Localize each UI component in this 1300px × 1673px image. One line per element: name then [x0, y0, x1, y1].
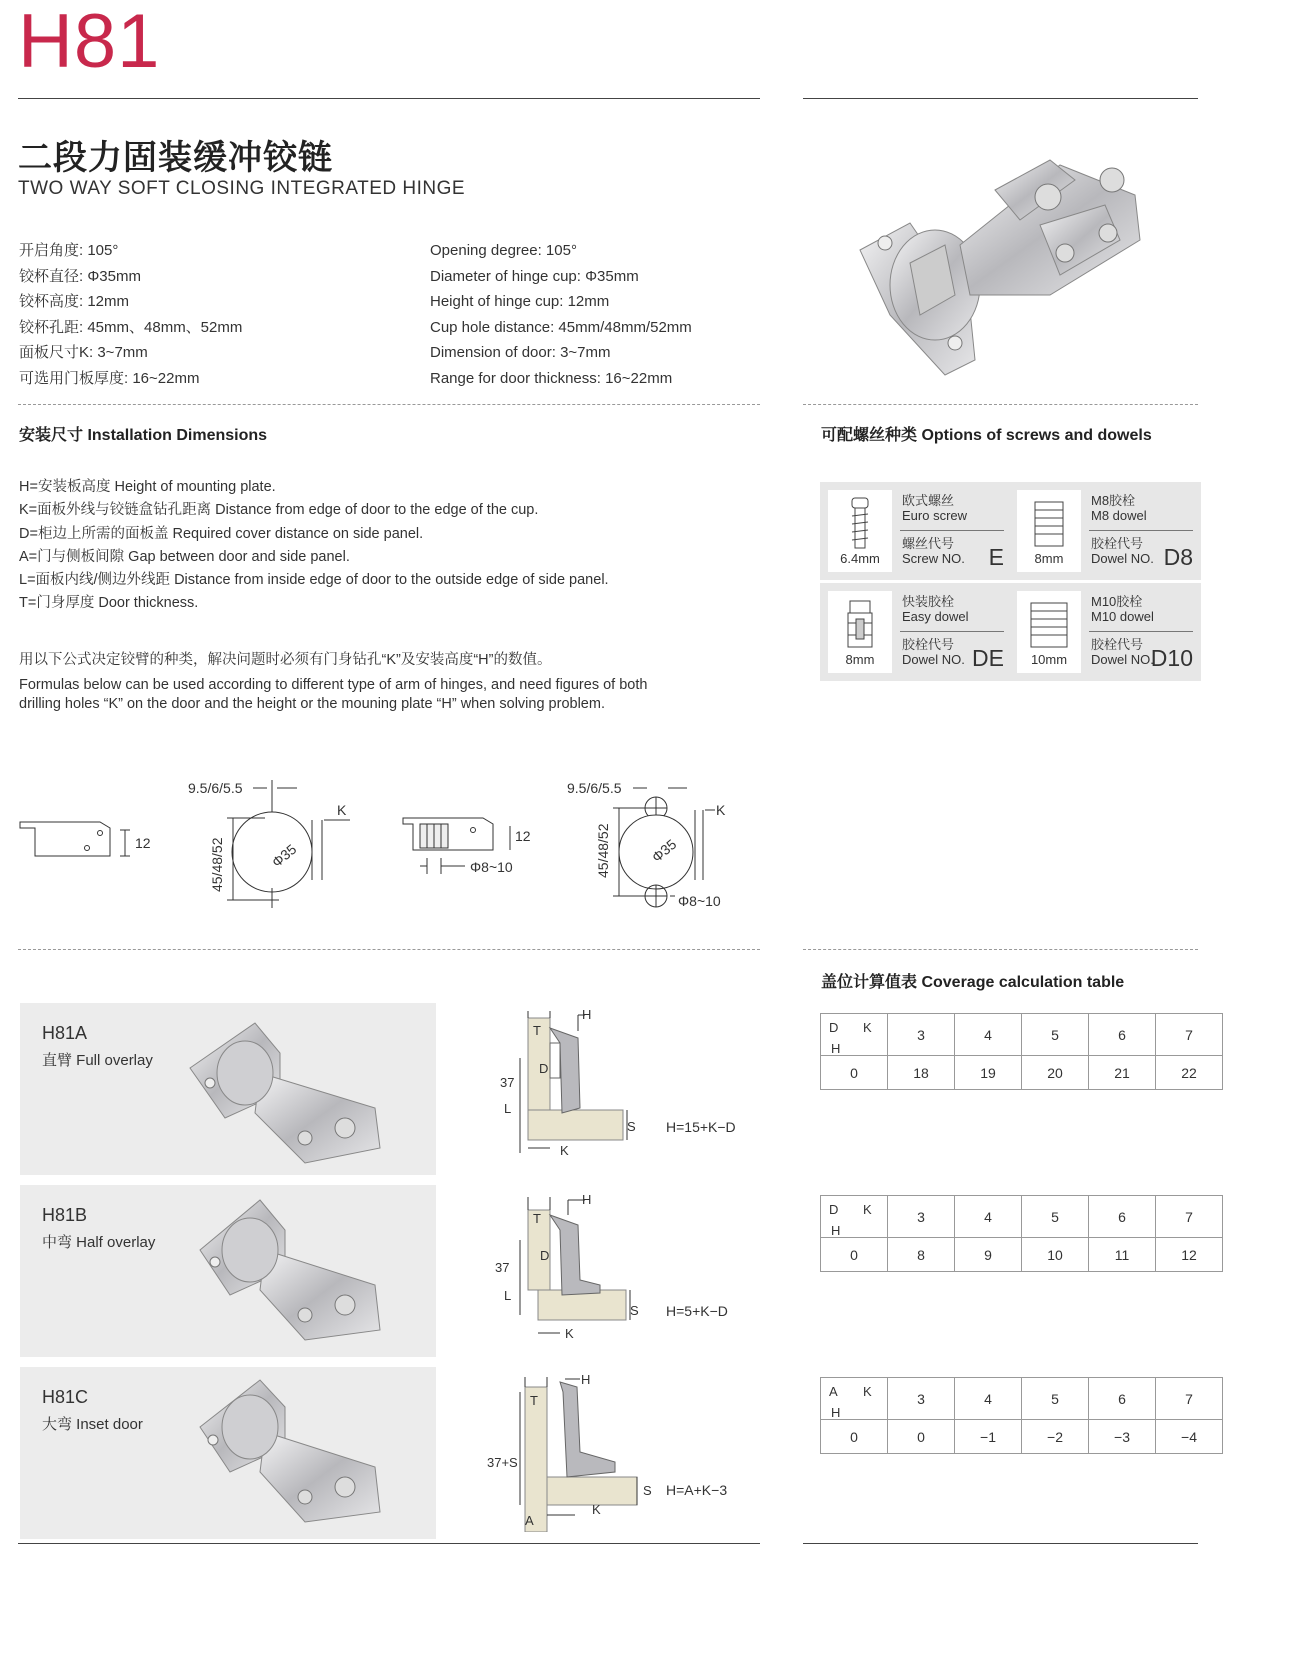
definition-item: T=门身厚度 Door thickness.: [19, 595, 199, 612]
section-diagram-h81a: [490, 1003, 670, 1168]
screw-no-en: Dowel NO.: [1091, 652, 1154, 667]
spec-en-item: Cup hole distance: 45mm/48mm/52mm: [430, 318, 692, 336]
page-title-en: TWO WAY SOFT CLOSING INTEGRATED HINGE: [18, 178, 466, 199]
k-header: 5: [1022, 1014, 1089, 1056]
screw-no-en: Dowel NO.: [902, 652, 965, 667]
label-h: H: [581, 1372, 591, 1387]
k-header: 6: [1089, 1196, 1156, 1238]
table-cell: 12: [1156, 1238, 1223, 1272]
spec-cn-item: 面板尺寸K: 3~7mm: [19, 344, 148, 361]
definition-item: H=安装板高度 Height of mounting plate.: [19, 479, 276, 495]
m10-dowel-icon: [1017, 591, 1081, 673]
label-37-s: 37+S: [487, 1455, 518, 1470]
hole-spacing-label: 45/48/52: [209, 837, 225, 892]
screw-size: 8mm: [845, 652, 875, 667]
hinge-inset-image: [185, 1372, 415, 1532]
screw-name-en: M8 dowel: [1091, 508, 1147, 523]
cup-side-view: [20, 822, 130, 856]
screw-no-cn: 螺丝代号: [902, 536, 955, 551]
screw-code: D8: [1163, 544, 1193, 570]
corner-label-3: H: [831, 1041, 841, 1056]
screw-no: [1091, 536, 1154, 566]
label-k: K: [565, 1326, 574, 1341]
screw-name-cn: M8胶栓: [1091, 493, 1136, 508]
label-k: K: [560, 1143, 569, 1158]
k-header: 5: [1022, 1378, 1089, 1420]
section-diagram-h81c: [485, 1367, 665, 1532]
label-l: L: [504, 1101, 512, 1116]
product-desc: 中弯 Half overlay: [42, 1234, 156, 1251]
k-header: 3: [888, 1378, 955, 1420]
table-corner: [821, 1196, 888, 1238]
definition-item: L=面板内线/侧边外线距 Distance from inside edge of door to the outside edge of side panel.: [19, 572, 609, 589]
installation-diagrams: [15, 770, 775, 930]
divider: [803, 949, 1198, 950]
screw-name: [1091, 493, 1147, 523]
product-panel-h81b: [20, 1185, 436, 1357]
screw-no: [902, 536, 965, 566]
specs-cn: [19, 238, 242, 391]
install-definitions: [19, 476, 609, 616]
easy-dowel-icon: [828, 591, 892, 673]
cup-height-label-2: 12: [515, 828, 531, 844]
definition-item: A=门与侧板间隙 Gap between door and side panel.: [19, 548, 350, 565]
corner-label-2: K: [863, 1384, 872, 1399]
table-cell: −1: [955, 1420, 1022, 1454]
k-header: 7: [1156, 1378, 1223, 1420]
label-37: 37: [500, 1075, 515, 1090]
k-header: 4: [955, 1014, 1022, 1056]
hole-spacing-label-2: 45/48/52: [595, 823, 611, 878]
label-s: S: [643, 1483, 652, 1498]
screw-card-easy: [820, 583, 1012, 681]
label-d: D: [540, 1248, 550, 1263]
formula-note-cn: 用以下公式决定铰臂的种类，解决问题时必须有门身钻孔“K”及安装高度“H”的数值。: [19, 652, 552, 668]
label-d: D: [539, 1061, 549, 1076]
screw-no: [902, 637, 965, 667]
table-cell: 10: [1022, 1238, 1089, 1272]
divider: [18, 404, 760, 405]
row-label: 0: [821, 1420, 888, 1454]
k-header: 6: [1089, 1378, 1156, 1420]
screw-no-en: Dowel NO.: [1091, 551, 1154, 566]
m8-dowel-icon: [1017, 490, 1081, 572]
dowel-diameter-label-2: Φ8~10: [678, 893, 721, 909]
hinge-half-overlay-image: [185, 1190, 415, 1350]
formula-note-en-line: drilling holes “K” on the door and the height or the mouning plate “H” when solving problem.: [19, 696, 605, 712]
product-desc: 大弯 Inset door: [42, 1416, 143, 1433]
corner-label-3: H: [831, 1405, 841, 1420]
k-header: 7: [1156, 1196, 1223, 1238]
screw-card-m8: [1009, 482, 1201, 580]
definition-item: K=面板外线与铰链盒钻孔距离 Distance from edge of door to the edge of the cup.: [19, 502, 539, 519]
k-header: 3: [888, 1014, 955, 1056]
row-label: 0: [821, 1056, 888, 1090]
label-k: K: [592, 1502, 601, 1517]
label-s: S: [630, 1303, 639, 1318]
screw-code: E: [988, 544, 1004, 570]
definition-item: D=柜边上所需的面板盖 Required cover distance on side panel.: [19, 525, 424, 542]
k-header: 5: [1022, 1196, 1089, 1238]
k-header: 6: [1089, 1014, 1156, 1056]
table-cell: 22: [1156, 1056, 1223, 1090]
euro-screw-icon: [828, 490, 892, 572]
label-h: H: [582, 1007, 592, 1022]
spec-cn-item: 铰杯直径: Φ35mm: [19, 267, 141, 285]
spec-cn-item: 开启角度: 105°: [19, 242, 119, 259]
label-a: A: [525, 1513, 534, 1528]
spec-cn-item: 铰杯孔距: 45mm、48mm、52mm: [19, 318, 243, 336]
coverage-heading: 盖位计算值表 Coverage calculation table: [821, 974, 1125, 991]
hinge-product-image: [850, 145, 1150, 385]
spec-en-item: Opening degree: 105°: [430, 242, 577, 259]
label-t: T: [530, 1393, 538, 1408]
footer-rule-left: [18, 1543, 760, 1544]
cup-height-label: 12: [135, 835, 151, 851]
install-heading: 安装尺寸 Installation Dimensions: [19, 427, 268, 444]
screw-no-cn: 胶栓代号: [1091, 637, 1144, 652]
spec-en-item: Range for door thickness: 16~22mm: [430, 369, 673, 387]
screw-no-cn: 胶栓代号: [1091, 536, 1144, 551]
divider: [803, 404, 1198, 405]
formula-note-en: [19, 676, 647, 714]
row-label: 0: [821, 1238, 888, 1272]
table-cell: 18: [888, 1056, 955, 1090]
model-code: H81: [18, 0, 161, 84]
screw-size: 8mm: [1034, 551, 1064, 566]
specs-en: [430, 238, 692, 391]
divider: [18, 949, 760, 950]
screws-heading: 可配螺丝种类 Options of screws and dowels: [821, 427, 1152, 444]
screw-code: DE: [972, 645, 1004, 671]
screw-name-cn: 欧式螺丝: [902, 493, 955, 508]
coverage-table-h81a: [820, 1013, 1223, 1090]
screw-code: D10: [1150, 645, 1193, 671]
table-cell: 19: [955, 1056, 1022, 1090]
screw-card-m10: [1009, 583, 1201, 681]
corner-label-2: K: [863, 1202, 872, 1217]
card-divider: [900, 530, 1004, 531]
table-cell: 9: [955, 1238, 1022, 1272]
screw-name: [902, 594, 968, 624]
footer-rule-right: [803, 1543, 1198, 1544]
card-divider: [900, 631, 1004, 632]
formula-h81c: H=A+K−3: [666, 1482, 728, 1498]
screw-name-cn: M10胶栓: [1091, 594, 1143, 609]
table-cell: 20: [1022, 1056, 1089, 1090]
k-header: 4: [955, 1196, 1022, 1238]
table-cell: −3: [1089, 1420, 1156, 1454]
corner-label-1: A: [829, 1384, 838, 1399]
label-l: L: [504, 1288, 512, 1303]
label-s: S: [627, 1119, 636, 1134]
screw-no-en: Screw NO.: [902, 551, 965, 566]
k-header: 7: [1156, 1014, 1223, 1056]
label-h: H: [582, 1192, 592, 1207]
k-header: 4: [955, 1378, 1022, 1420]
spec-en-item: Diameter of hinge cup: Φ35mm: [430, 267, 639, 285]
label-37: 37: [495, 1260, 510, 1275]
corner-label-1: D: [829, 1202, 839, 1217]
table-cell: 21: [1089, 1056, 1156, 1090]
screw-name: [902, 493, 967, 523]
coverage-table-h81c: [820, 1377, 1223, 1454]
formula-note-en-line: Formulas below can be used according to different type of arm of hinges, and need figures of both: [19, 677, 648, 693]
screw-name-en: Easy dowel: [902, 609, 969, 624]
spec-en-item: Height of hinge cup: 12mm: [430, 293, 610, 310]
table-cell: 8: [888, 1238, 955, 1272]
coverage-table-h81b: [820, 1195, 1223, 1272]
k-label: K: [337, 802, 347, 818]
screw-name-cn: 快装胶栓: [902, 594, 955, 609]
product-panel-h81a: [20, 1003, 436, 1175]
cup-diameter-label-2: Φ35: [648, 835, 680, 866]
offset-label-2: 9.5/6/5.5: [567, 780, 622, 796]
spec-cn-item: 可选用门板厚度: 16~22mm: [19, 369, 200, 387]
product-panel-h81c: [20, 1367, 436, 1539]
table-cell: −2: [1022, 1420, 1089, 1454]
screw-no-cn: 胶栓代号: [902, 637, 955, 652]
corner-label-2: K: [863, 1020, 872, 1035]
table-cell: 11: [1089, 1238, 1156, 1272]
screw-name-en: M10 dowel: [1091, 609, 1154, 624]
label-t: T: [533, 1211, 541, 1226]
screw-card-euro: [820, 482, 1012, 580]
product-code: H81B: [42, 1205, 88, 1225]
k-label-2: K: [716, 802, 726, 818]
k-header: 3: [888, 1196, 955, 1238]
corner-label-1: D: [829, 1020, 839, 1035]
offset-label: 9.5/6/5.5: [188, 780, 243, 796]
screw-name-en: Euro screw: [902, 508, 968, 523]
table-corner: [821, 1378, 888, 1420]
table-corner: [821, 1014, 888, 1056]
screw-name: [1091, 594, 1154, 624]
card-divider: [1089, 530, 1193, 531]
table-cell: −4: [1156, 1420, 1223, 1454]
page-title-cn: 二段力固装缓冲铰链: [18, 138, 333, 178]
dowel-diameter-label: Φ8~10: [470, 859, 513, 875]
card-divider: [1089, 631, 1193, 632]
screw-size: 10mm: [1030, 652, 1068, 667]
section-diagram-h81b: [490, 1185, 670, 1350]
formula-h81b: H=5+K−D: [666, 1303, 728, 1319]
header-rule-left: [18, 98, 760, 99]
product-desc: 直臂 Full overlay: [42, 1052, 153, 1069]
cup-diameter-label: Φ35: [268, 840, 300, 871]
formula-h81a: H=15+K−D: [666, 1119, 736, 1135]
screw-no: [1091, 637, 1154, 667]
product-code: H81C: [42, 1387, 89, 1407]
hinge-full-overlay-image: [185, 1013, 415, 1168]
corner-label-3: H: [831, 1223, 841, 1238]
product-code: H81A: [42, 1023, 88, 1043]
spec-cn-item: 铰杯高度: 12mm: [19, 293, 130, 310]
label-t: T: [533, 1023, 541, 1038]
screw-size: 6.4mm: [840, 551, 880, 566]
header-rule-right: [803, 98, 1198, 99]
spec-en-item: Dimension of door: 3~7mm: [430, 344, 611, 361]
table-cell: 0: [888, 1420, 955, 1454]
